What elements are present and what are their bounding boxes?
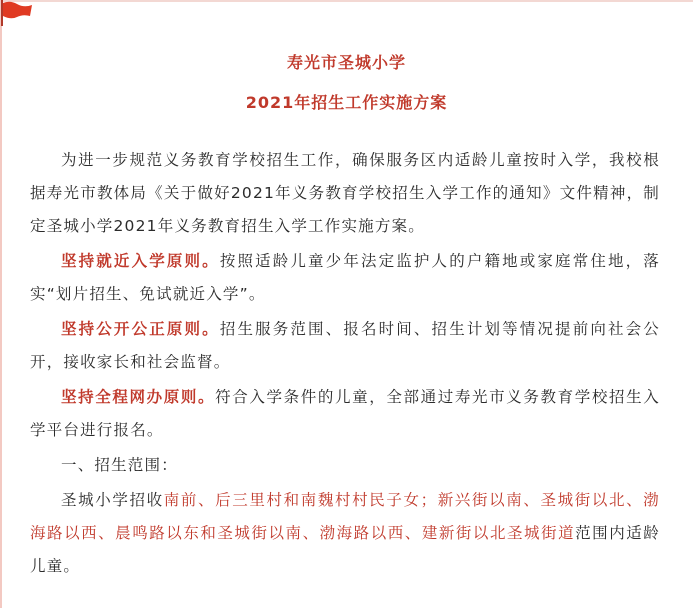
scope-suffix: 范围内适龄儿童。 xyxy=(30,524,660,575)
principle-paragraph xyxy=(30,381,660,447)
document-title-plan: 2021年招生工作实施方案 xyxy=(245,93,448,112)
intro-paragraph: 为进一步规范义务教育学校招生工作，确保服务区内适龄儿童按时入学，我校根据寿光市教体局《关于做好2021年义务教育学校招生入学工作的通知》文件精神，制定圣城小学2021年义务教育招生入学工作实施方案。 xyxy=(30,151,660,235)
section-heading-enrollment-scope: 一、招生范围： xyxy=(61,456,178,474)
frame-top-border xyxy=(0,0,693,2)
enrollment-scope-paragraph xyxy=(30,484,660,583)
document-title-school: 寿光市圣城小学 xyxy=(286,53,406,72)
principle-text: 符合入学条件的儿童，全部通过寿光市义务教育学校招生入学平台进行报名。 xyxy=(30,388,660,439)
principle-heading: 坚持公开公正原则。 xyxy=(61,320,220,338)
flag-icon xyxy=(0,0,34,26)
document-body xyxy=(30,144,660,585)
principle-heading: 坚持全程网办原则。 xyxy=(61,388,216,406)
principle-paragraph xyxy=(30,313,660,379)
principle-text: 按照适龄儿童少年法定监护人的户籍地或家庭常住地，落实“划片招生、免试就近入学”。 xyxy=(30,252,660,303)
scope-area: 南前、后三里村和南魏村村民子女；新兴街以南、圣城街以北、渤海路以西、晨鸣路以东和圣城街以南、渤海路以西、建新街以北圣城街道 xyxy=(30,491,660,542)
principle-heading: 坚持就近入学原则。 xyxy=(61,252,220,270)
principle-text: 招生服务范围、报名时间、招生计划等情况提前向社会公开，接收家长和社会监督。 xyxy=(30,320,660,371)
principle-paragraph xyxy=(30,245,660,311)
scope-prefix: 圣城小学招收 xyxy=(61,491,164,509)
